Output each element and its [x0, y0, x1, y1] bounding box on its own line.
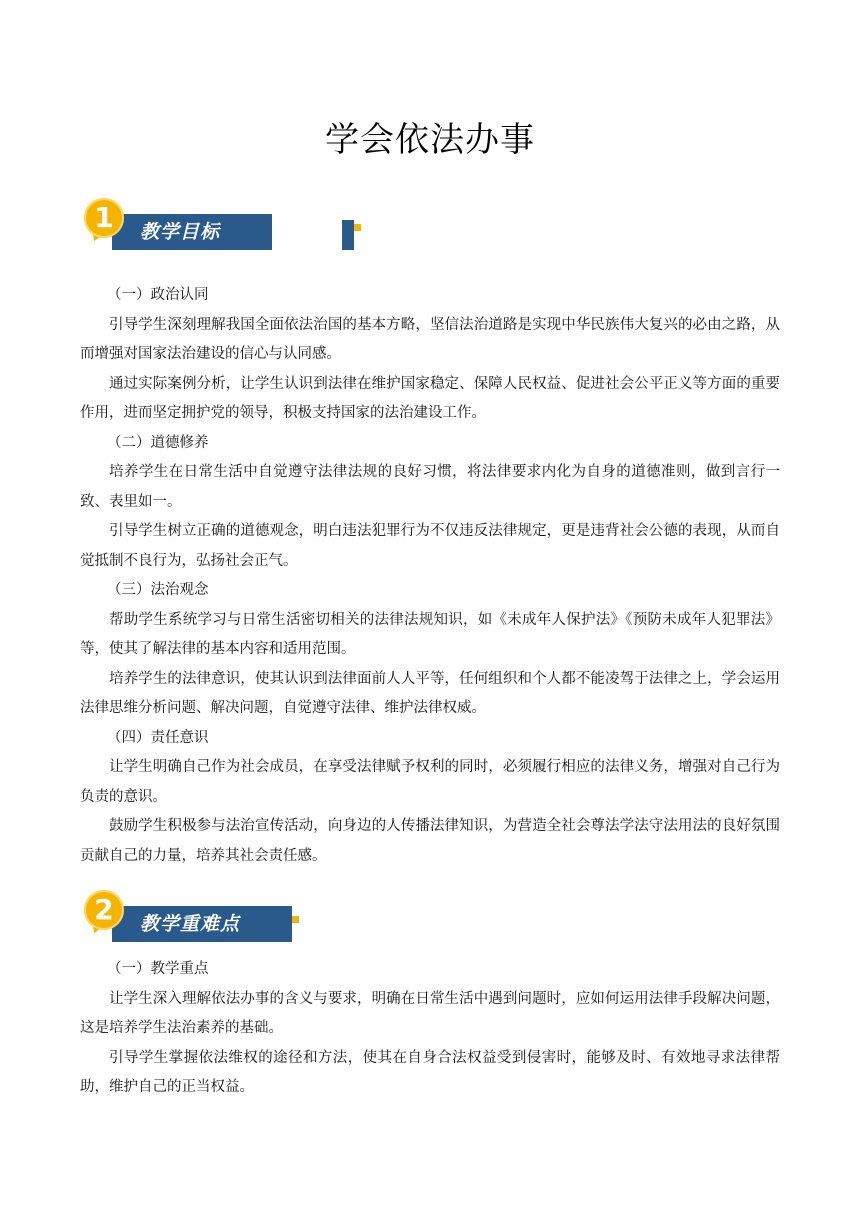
- section-number-badge: 1: [84, 198, 124, 238]
- section-header-1: [84, 198, 304, 254]
- paragraph: 引导学生掌握依法维权的途径和方法，使其在自身合法权益受到侵害时，能够及时、有效地寻求法律帮助，维护自己的正当权益。: [80, 1049, 780, 1095]
- paragraph: 鼓励学生积极参与法治宣传活动，向身边的人传播法律知识，为营造全社会尊法学法守法用法的良好氛围贡献自己的力量，培养其社会责任感。: [80, 818, 780, 864]
- paragraph: 通过实际案例分析，让学生认识到法律在维护国家稳定、保障人民权益、促进社会公平正义等方面的重要作用，进而坚定拥护党的领导，积极支持国家的法治建设工作。: [80, 375, 780, 421]
- subheading: （四）责任意识: [107, 729, 209, 746]
- paragraph: 引导学生树立正确的道德观念，明白违法犯罪行为不仅违反法律规定，更是违背社会公德的表现，从而自觉抵制不良行为，弘扬社会正气。: [80, 523, 780, 569]
- section-number-badge: 2: [84, 890, 124, 930]
- section-2-content: [80, 955, 780, 1103]
- page-title: 学会依法办事: [325, 120, 535, 160]
- subheading: （一）教学重点: [107, 961, 209, 977]
- accent-dot: [354, 224, 361, 231]
- subheading: （一）政治认同: [107, 287, 209, 303]
- section-heading: 教学目标: [112, 214, 272, 250]
- paragraph: 培养学生在日常生活中自觉遵守法律法规的良好习惯，将法律要求内化为自身的道德准则，做到言行一致、表里如一。: [80, 464, 780, 510]
- section-header-2: [84, 890, 304, 946]
- heading-bar-tail: [342, 220, 354, 250]
- paragraph: 培养学生的法律意识，使其认识到法律面前人人平等，任何组织和个人都不能凌驾于法律之上，学会运用法律思维分析问题、解决问题，自觉遵守法律、维护法律权威。: [80, 670, 780, 716]
- paragraph: 引导学生深刻理解我国全面依法治国的基本方略，坚信法治道路是实现中华民族伟大复兴的必由之路，从而增强对国家法治建设的信心与认同感。: [80, 316, 780, 362]
- subheading: （三）法治观念: [107, 582, 209, 598]
- section-heading: 教学重难点: [112, 906, 292, 942]
- paragraph: 让学生明确自己作为社会成员，在享受法律赋予权利的同时，必须履行相应的法律义务，增强对自己行为负责的意识。: [80, 759, 780, 805]
- section-1-content: [80, 281, 780, 871]
- subheading: （二）道德修养: [107, 434, 209, 451]
- accent-dot: [292, 916, 299, 923]
- paragraph: 让学生深入理解依法办事的含义与要求，明确在日常生活中遇到问题时，应如何运用法律手段解决问题，这是培养学生法治素养的基础。: [80, 990, 780, 1036]
- heading-bar-tail: [280, 912, 292, 942]
- paragraph: 帮助学生系统学习与日常生活密切相关的法律法规知识，如《未成年人保护法》《预防未成年人犯罪法》等，使其了解法律的基本内容和适用范围。: [80, 611, 780, 657]
